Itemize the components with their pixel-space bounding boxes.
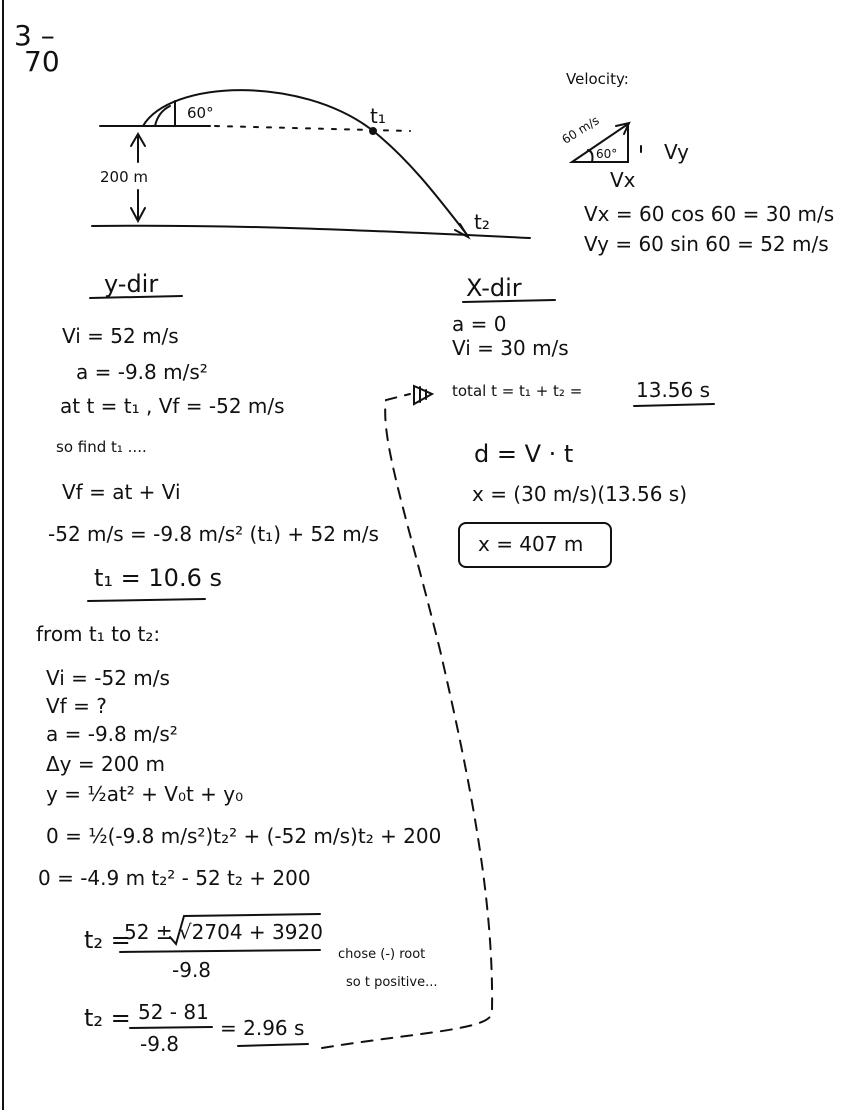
segment-line: y = ½at² + V₀t + y₀ [46, 782, 244, 806]
ydir-line: at t = t₁ , Vf = -52 m/s [60, 394, 285, 418]
dashed-connector-arrowhead [414, 386, 432, 404]
segment-line: Δy = 200 m [46, 752, 166, 776]
segment-line: 0 = -4.9 m t₂² - 52 t₂ + 200 [38, 866, 311, 890]
ydir-line: a = -9.8 m/s² [76, 360, 208, 384]
height-label: 200 m [100, 168, 149, 186]
quad-fraction-bar [120, 950, 320, 952]
problem-number-line1: 3 – [14, 19, 55, 52]
final-result-underline [238, 1044, 308, 1046]
t2-point-label: t₂ [474, 210, 490, 234]
final-numerator: 52 - 81 [138, 1000, 209, 1024]
vy-equation: Vy = 60 sin 60 = 52 m/s [584, 232, 829, 256]
velocity-magnitude-label: 60 m/s [559, 113, 602, 147]
final-answer: x = 407 m [478, 532, 584, 556]
vx-equation: Vx = 60 cos 60 = 30 m/s [584, 202, 835, 226]
t1-point [370, 128, 376, 134]
vy-label: Vy [664, 140, 689, 164]
quad-lhs: t₂ = [84, 926, 131, 954]
root-note-line2: so t positive... [346, 975, 438, 990]
root-note-line1: chose (-) root [338, 947, 426, 962]
t1-point-label: t₁ [370, 104, 386, 128]
xdir-vi-line: Vi = 30 m/s [452, 336, 569, 360]
total-time-underline [634, 404, 714, 406]
angle-arc [155, 106, 170, 126]
vx-label: Vx [610, 168, 636, 192]
ydir-title: y-dir [104, 270, 159, 298]
final-denominator: -9.8 [140, 1032, 180, 1056]
segment-line: 0 = ½(-9.8 m/s²)t₂² + (-52 m/s)t₂ + 200 [46, 824, 442, 848]
total-time-value: 13.56 s [636, 378, 711, 402]
quad-numerator: 52 ± √2704 + 3920 [124, 920, 323, 944]
t2-result: = 2.96 s [220, 1016, 305, 1040]
total-time-label: total t = t₁ + t₂ = [452, 382, 583, 400]
distance-substitution: x = (30 m/s)(13.56 s) [472, 482, 687, 506]
ydir-line: -52 m/s = -9.8 m/s² (t₁) + 52 m/s [48, 522, 379, 546]
xdir-title: X-dir [466, 274, 522, 302]
ydir-line: Vi = 52 m/s [62, 324, 179, 348]
ydir-line: Vf = at + Vi [62, 480, 181, 504]
answer-box [458, 522, 612, 568]
t1-result: t₁ = 10.6 s [94, 564, 222, 592]
ydir-line: so find t₁ .... [56, 438, 147, 456]
quad-denominator: -9.8 [172, 958, 212, 982]
final-fraction-bar [130, 1027, 212, 1028]
velocity-title: Velocity: [566, 70, 629, 88]
t1-result-underline [88, 599, 205, 601]
segment-line: Vf = ? [46, 694, 107, 718]
segment-line: a = -9.8 m/s² [46, 722, 178, 746]
velocity-angle-label: 60° [596, 147, 618, 161]
segment-line: Vi = -52 m/s [46, 666, 170, 690]
problem-number-line2: 70 [24, 45, 60, 78]
distance-formula: d = V · t [474, 440, 574, 468]
segment-title: from t₁ to t₂: [36, 622, 161, 646]
final-lhs: t₂ = [84, 1004, 131, 1032]
xdir-accel-line: a = 0 [452, 312, 507, 336]
launch-angle-label: 60° [187, 104, 214, 122]
